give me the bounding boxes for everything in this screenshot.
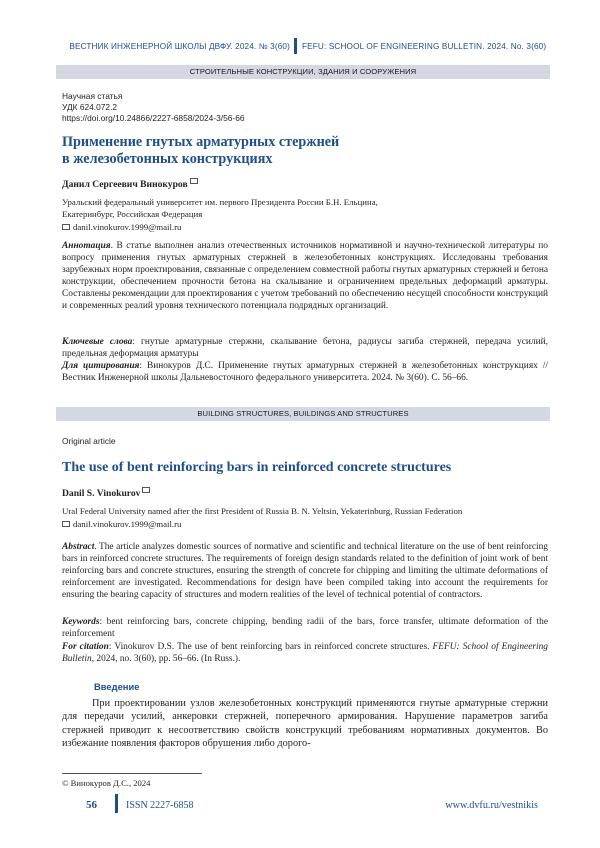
article-type-en: Original article — [62, 436, 116, 446]
affiliation-ru-line-2: Екатеринбург, Российская Федерация — [62, 209, 203, 219]
footnote-divider — [62, 773, 202, 774]
abstract-ru — [62, 240, 548, 313]
citation-en-text-2: , 2024, no. 3(60), pp. 56–66. (In Russ.). — [91, 654, 241, 665]
citation-en-text-1: : Vinokurov D.S. The use of bent reinforcing bars in reinforced concrete structures. — [108, 642, 433, 652]
abstract-ru-text: . В статье выполнен анализ отечественных источников нормативной и научно-технической литературы по вопросу применения гнутых арматурных стержней в железобетонных конструкциях. Исследованы требования зарубежных норм проектирования, связанные с определением совместной работы гнутых арматурных стержней и бетона конструкции, обеспечением прочности бетона на скалывание и ограничением предельных деформаций арматуры. Составлены рекомендации для проектирования с учетом требований по обеспечению несущей способности конструкций и современных реалий уровня технического потенциала подрядных организаций. — [62, 241, 548, 312]
doi-link[interactable]: https://doi.org/10.24866/2227-6858/2024-3/56-66 — [62, 113, 245, 123]
journal-header-en: FEFU: SCHOOL OF ENGINEERING BULLETIN. 2024. No. 3(60) — [302, 42, 547, 51]
envelope-icon — [142, 487, 150, 493]
author-name-en-text: Danil S. Vinokurov — [62, 488, 141, 499]
journal-url[interactable]: www.dvfu.ru/vestnikis — [445, 800, 538, 811]
issn: ISSN 2227-6858 — [126, 800, 194, 811]
citation-ru — [62, 360, 548, 384]
keywords-en — [62, 616, 548, 640]
intro-paragraph: При проектировании узлов железобетонных конструкций применяются гнутые арматурные стержни для передачи усилий, анкеровки стержней, поперечного армирования. Нарушение параметров загиба стержней приводит к несоответствию свойств конструкций требованиям нормативных документов. Во избежание появления факторов обрушения либо дорого- — [62, 698, 548, 750]
citation-en-journal: FEFU: School of Engineering Bulletin — [62, 642, 548, 665]
author-name-en — [62, 488, 150, 499]
abstract-en — [62, 541, 548, 601]
keywords-ru-label: Ключевые слова — [62, 337, 133, 347]
intro-heading: Введение — [94, 681, 140, 692]
envelope-icon — [62, 224, 70, 230]
email-text-ru[interactable]: danil.vinokurov.1999@mail.ru — [73, 222, 182, 232]
footer-separator — [115, 794, 118, 813]
author-name-ru-text: Данил Сергеевич Винокуров — [62, 179, 188, 190]
citation-en — [62, 641, 548, 665]
udc-code: УДК 624.072.2 — [62, 102, 118, 112]
abstract-ru-label: Аннотация — [62, 241, 111, 251]
affiliation-ru-line-1: Уральский федеральный университет им. первого Президента России Б.Н. Ельцина, — [62, 197, 378, 207]
abstract-en-text: . The article analyzes domestic sources of normative and scientific and technical literature on the use of bent reinforcing bars in reinforced concrete structures. The requirements of foreign design standards related to the definition of joint work of bent reinforcing bars and concrete structures, ensuring the strength of concrete for chipping and limiting the ultimate deformations of reinforcement are investigated. Recommendations for design have been compiled taking into account the requirements for ensuring the bearing capacity of structures and modern realities of the level of technical potential of contractors. — [62, 542, 548, 601]
keywords-en-text: : bent reinforcing bars, concrete chipping, bending radii of the bars, force transfer, ultimate deformation of the reinforcement — [62, 617, 548, 640]
journal-header-ru: ВЕСТНИК ИНЖЕНЕРНОЙ ШКОЛЫ ДВФУ. 2024. № 3(60) — [69, 42, 290, 51]
abstract-en-label: Abstract — [62, 542, 95, 552]
keywords-ru-text: : гнутые арматурные стержни, скалывание бетона, радиусы загиба стержней, передача усилий, предельная деформация арматуры — [62, 337, 548, 360]
author-email-en[interactable] — [62, 518, 181, 530]
article-title-ru-line-1: Применение гнутых арматурных стержней — [62, 134, 340, 150]
affiliation-en: Ural Federal University named after the first President of Russia B. N. Yeltsin, Yekaterinburg, Russian Federation — [62, 506, 463, 516]
citation-en-label: For citation — [62, 642, 109, 652]
email-text-en[interactable]: danil.vinokurov.1999@mail.ru — [73, 519, 182, 529]
article-type-ru: Научная статья — [62, 91, 123, 101]
article-title-ru-line-2: в железобетонных конструкциях — [62, 151, 273, 167]
envelope-icon — [62, 521, 70, 527]
copyright-footnote: © Винокуров Д.С., 2024 — [62, 778, 151, 788]
header-separator — [294, 38, 297, 54]
citation-ru-text: : Винокуров Д.С. Применение гнутых арматурных стержней в железобетонных конструкциях // Вестник Инженерной школы Дальневосточного федерального университета. 2024. № 3(60). С. 56–66. — [62, 361, 548, 384]
article-title-ru — [62, 134, 542, 168]
section-band-ru: СТРОИТЕЛЬНЫЕ КОНСТРУКЦИИ, ЗДАНИЯ И СООРУЖЕНИЯ — [56, 65, 550, 79]
author-name-ru — [62, 179, 198, 190]
author-email-ru[interactable] — [62, 221, 181, 233]
envelope-icon — [190, 178, 198, 184]
section-band-en: BUILDING STRUCTURES, BUILDINGS AND STRUCTURES — [56, 407, 550, 421]
article-title-en: The use of bent reinforcing bars in reinforced concrete structures — [62, 460, 452, 475]
citation-ru-label: Для цитирования — [62, 361, 140, 371]
page-number: 56 — [86, 799, 97, 811]
keywords-ru — [62, 336, 548, 360]
keywords-en-label: Keywords — [62, 617, 100, 627]
